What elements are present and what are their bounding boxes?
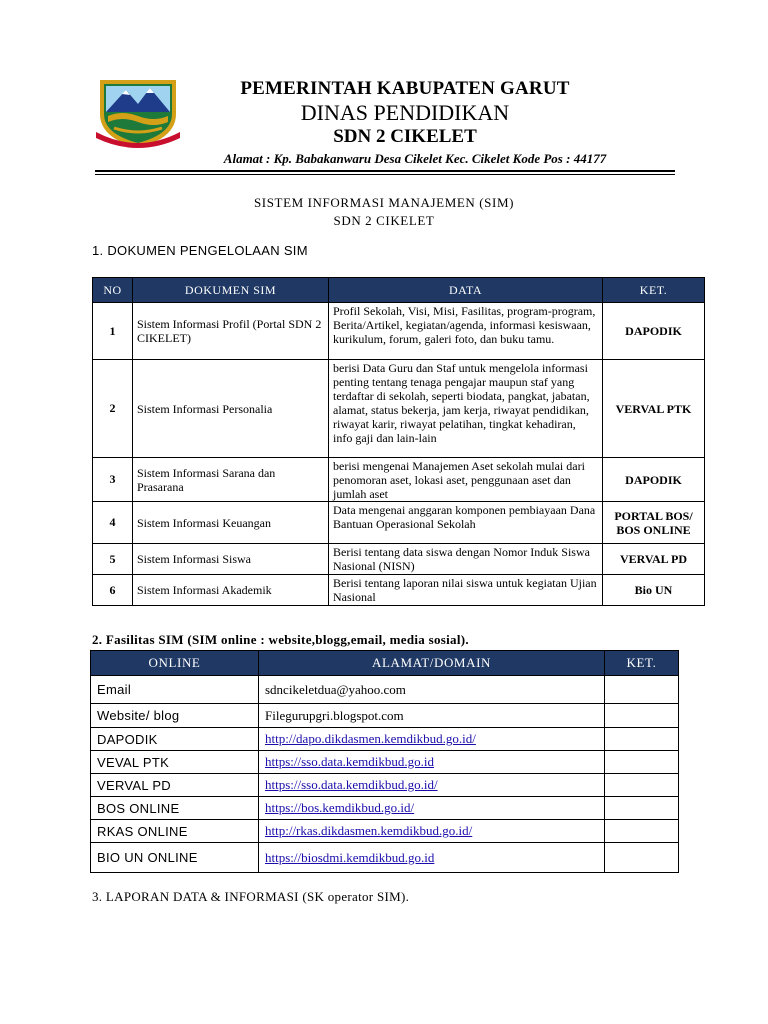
table-row <box>93 502 705 544</box>
column-header-data: DATA <box>329 278 603 303</box>
table-row <box>91 774 679 797</box>
rkas-online-link[interactable]: http://rkas.dikdasmen.kemdikbud.go.id/ <box>265 823 473 838</box>
bos-online-link[interactable]: https://bos.kemdikbud.go.id/ <box>265 800 415 815</box>
column-header-ket: KET. <box>603 278 705 303</box>
row-data: Data mengenai anggaran komponen pembiayaan Dana Bantuan Operasional Sekolah <box>329 502 603 544</box>
row-ket: Bio UN <box>603 575 705 606</box>
letterhead-rule <box>95 170 675 172</box>
section3-heading: 3. LAPORAN DATA & INFORMASI (SK operator SIM). <box>92 889 410 904</box>
row-online: RKAS ONLINE <box>91 820 259 843</box>
row-online: VEVAL PTK <box>91 751 259 774</box>
row-ket <box>605 820 679 843</box>
row-document: Sistem Informasi Sarana dan Prasarana <box>133 458 329 502</box>
letterhead-rule-thin <box>95 174 675 175</box>
row-ket <box>605 676 679 704</box>
row-number: 5 <box>93 544 133 575</box>
row-domain <box>259 751 605 774</box>
row-domain <box>259 843 605 873</box>
letterhead-government: PEMERINTAH KABUPATEN GARUT <box>240 78 570 99</box>
table-row <box>91 751 679 774</box>
sim-documents-table <box>92 277 705 606</box>
table-row <box>93 360 705 458</box>
row-ket <box>605 728 679 751</box>
row-document: Sistem Informasi Keuangan <box>133 502 329 544</box>
letterhead-address: Alamat : Kp. Babakanwaru Desa Cikelet Kec. Cikelet Kode Pos : 44177 <box>223 151 607 166</box>
row-ket <box>605 704 679 728</box>
row-ket: VERVAL PD <box>603 544 705 575</box>
letterhead-department: DINAS PENDIDIKAN <box>300 100 510 125</box>
row-domain: Filegurupgri.blogspot.com <box>259 704 605 728</box>
row-number: 1 <box>93 303 133 360</box>
column-header-dokumen: DOKUMEN SIM <box>133 278 329 303</box>
document-subtitle: SDN 2 CIKELET <box>333 213 435 228</box>
row-online: BIO UN ONLINE <box>91 843 259 873</box>
bio-un-online-link[interactable]: https://biosdmi.kemdikbud.go.id <box>265 849 435 865</box>
row-ket <box>605 774 679 797</box>
row-domain <box>259 820 605 843</box>
verval-pd-link[interactable]: https://sso.data.kemdikbud.go.id/ <box>265 777 438 792</box>
row-document: Sistem Informasi Profil (Portal SDN 2 CIKELET) <box>133 303 329 360</box>
column-header-no: NO <box>93 278 133 303</box>
row-number: 4 <box>93 502 133 544</box>
row-domain <box>259 774 605 797</box>
row-ket <box>605 751 679 774</box>
row-document: Sistem Informasi Personalia <box>133 360 329 458</box>
row-online: Email <box>91 676 259 704</box>
row-data: Profil Sekolah, Visi, Misi, Fasilitas, program-program, Berita/Artikel, kegiatan/agenda, informasi kesiswaan, kurikulum, forum, galeri foto, dan buku tamu. <box>329 303 603 360</box>
section2-heading: 2. Fasilitas SIM (SIM online : website,blogg,email, media sosial). <box>92 632 469 647</box>
document-title: SISTEM INFORMASI MANAJEMEN (SIM) <box>253 195 515 210</box>
table-row <box>93 303 705 360</box>
table-row <box>93 544 705 575</box>
row-number: 2 <box>93 360 133 458</box>
row-domain <box>259 797 605 820</box>
table-row <box>91 728 679 751</box>
row-data: Berisi tentang laporan nilai siswa untuk kegiatan Ujian Nasional <box>329 575 603 606</box>
row-ket: VERVAL PTK <box>603 360 705 458</box>
sim-online-table <box>90 650 679 873</box>
row-data: berisi Data Guru dan Staf untuk mengelola informasi penting tentang tenaga pengajar maupun staf yang terdaftar di sekolah, seperti biodata, pangkat, jabatan, alamat, status bekerja, jam kerja, riwayat pendidikan, riwayat karir, riwayat pelatihan, tingkat kehadiran, info gaji dan lain-lain <box>329 360 603 458</box>
row-online: DAPODIK <box>91 728 259 751</box>
veval-ptk-link[interactable]: https://sso.data.kemdikbud.go.id <box>265 754 434 769</box>
letterhead-school: SDN 2 CIKELET <box>333 126 477 147</box>
row-online: BOS ONLINE <box>91 797 259 820</box>
table-row <box>91 820 679 843</box>
table-row <box>91 676 679 704</box>
kabupaten-garut-logo <box>96 74 180 150</box>
row-ket <box>605 843 679 873</box>
table-header-row <box>93 278 705 303</box>
column-header-domain: ALAMAT/DOMAIN <box>259 651 605 676</box>
table-row <box>93 575 705 606</box>
table-row <box>91 843 679 873</box>
row-domain <box>259 728 605 751</box>
row-number: 6 <box>93 575 133 606</box>
table-row <box>93 458 705 502</box>
column-header-online: ONLINE <box>91 651 259 676</box>
table-header-row <box>91 651 679 676</box>
row-ket: DAPODIK <box>603 303 705 360</box>
row-data: berisi mengenai Manajemen Aset sekolah mulai dari penomoran aset, lokasi aset, penggunaan aset dan jumlah aset <box>329 458 603 502</box>
column-header-ket: KET. <box>605 651 679 676</box>
row-ket: DAPODIK <box>603 458 705 502</box>
row-data: Berisi tentang data siswa dengan Nomor Induk Siswa Nasional (NISN) <box>329 544 603 575</box>
row-number: 3 <box>93 458 133 502</box>
row-online: VERVAL PD <box>91 774 259 797</box>
table-row <box>91 704 679 728</box>
row-ket: PORTAL BOS/ BOS ONLINE <box>603 502 705 544</box>
row-document: Sistem Informasi Akademik <box>133 575 329 606</box>
table-row <box>91 797 679 820</box>
row-document: Sistem Informasi Siswa <box>133 544 329 575</box>
row-ket <box>605 797 679 820</box>
row-online: Website/ blog <box>91 704 259 728</box>
dapodik-link[interactable]: http://dapo.dikdasmen.kemdikbud.go.id/ <box>265 731 476 746</box>
section1-heading: 1. DOKUMEN PENGELOLAAN SIM <box>92 243 308 258</box>
row-domain: sdncikeletdua@yahoo.com <box>259 676 605 704</box>
